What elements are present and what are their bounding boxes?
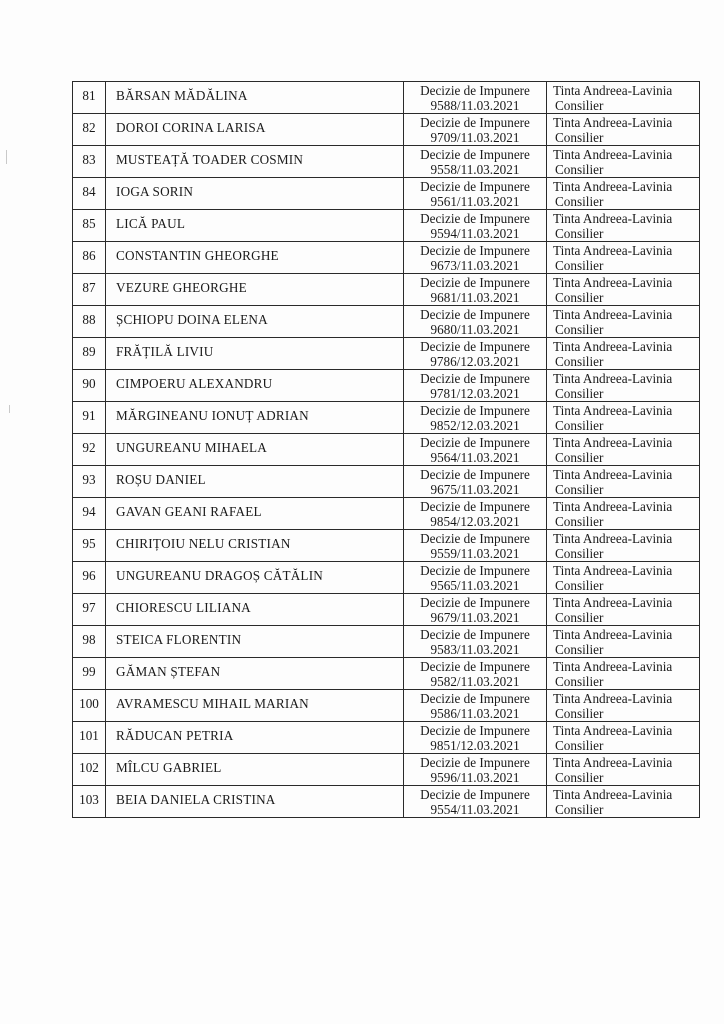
table-row [73,786,700,818]
row-number: 98 [73,626,106,658]
decision-reference: 9594/11.03.2021 [430,226,520,241]
decision-type: Decizie de Impunere [420,499,530,514]
decision-type: Decizie de Impunere [420,179,530,194]
official-role: Consilier [555,674,604,689]
taxpayer-name: STEICA FLORENTIN [106,626,404,658]
official-cell [547,274,700,306]
official-name: Tinta Andreea-Lavinia [553,531,673,546]
taxpayer-name: RĂDUCAN PETRIA [106,722,404,754]
row-number: 88 [73,306,106,338]
row-number: 92 [73,434,106,466]
decision-type: Decizie de Impunere [420,371,530,386]
taxpayer-name: LICĂ PAUL [106,210,404,242]
official-role: Consilier [555,546,604,561]
official-name: Tinta Andreea-Lavinia [553,179,673,194]
decision-type: Decizie de Impunere [420,723,530,738]
taxpayer-name: CHIRIȚOIU NELU CRISTIAN [106,530,404,562]
official-name: Tinta Andreea-Lavinia [553,467,673,482]
decision-reference: 9854/12.03.2021 [430,514,520,529]
official-role: Consilier [555,482,604,497]
table-row [73,722,700,754]
official-role: Consilier [555,354,604,369]
decision-reference: 9561/11.03.2021 [430,194,520,209]
table-row [73,658,700,690]
decision-reference: 9588/11.03.2021 [430,98,520,113]
decision-reference: 9681/11.03.2021 [430,290,520,305]
row-number: 96 [73,562,106,594]
taxpayer-name: ȘCHIOPU DOINA ELENA [106,306,404,338]
official-role: Consilier [555,162,604,177]
decisions-table-body [73,82,700,818]
decisions-table [72,81,700,818]
taxpayer-name: UNGUREANU MIHAELA [106,434,404,466]
row-number: 94 [73,498,106,530]
official-name: Tinta Andreea-Lavinia [553,787,673,802]
taxpayer-name: GAVAN GEANI RAFAEL [106,498,404,530]
decision-type: Decizie de Impunere [420,339,530,354]
official-cell [547,370,700,402]
decision-reference: 9586/11.03.2021 [430,706,520,721]
official-name: Tinta Andreea-Lavinia [553,403,673,418]
decision-reference: 9781/12.03.2021 [430,386,520,401]
official-role: Consilier [555,130,604,145]
official-role: Consilier [555,290,604,305]
official-name: Tinta Andreea-Lavinia [553,627,673,642]
official-name: Tinta Andreea-Lavinia [553,275,673,290]
taxpayer-name: DOROI CORINA LARISA [106,114,404,146]
row-number: 90 [73,370,106,402]
decision-cell [404,722,547,754]
official-cell [547,82,700,114]
table-row [73,82,700,114]
decision-cell [404,626,547,658]
decision-type: Decizie de Impunere [420,563,530,578]
official-name: Tinta Andreea-Lavinia [553,211,673,226]
decision-cell [404,370,547,402]
taxpayer-name: CIMPOERU ALEXANDRU [106,370,404,402]
official-role: Consilier [555,738,604,753]
official-role: Consilier [555,226,604,241]
official-name: Tinta Andreea-Lavinia [553,371,673,386]
official-cell [547,210,700,242]
official-cell [547,690,700,722]
table-row [73,562,700,594]
table-row [73,242,700,274]
taxpayer-name: UNGUREANU DRAGOȘ CĂTĂLIN [106,562,404,594]
table-row [73,530,700,562]
decision-reference: 9852/12.03.2021 [430,418,520,433]
official-cell [547,562,700,594]
official-name: Tinta Andreea-Lavinia [553,83,673,98]
official-name: Tinta Andreea-Lavinia [553,691,673,706]
decision-type: Decizie de Impunere [420,627,530,642]
decision-type: Decizie de Impunere [420,659,530,674]
taxpayer-name: GĂMAN ȘTEFAN [106,658,404,690]
row-number: 84 [73,178,106,210]
official-role: Consilier [555,450,604,465]
taxpayer-name: MUSTEAȚĂ TOADER COSMIN [106,146,404,178]
table-row [73,690,700,722]
decision-reference: 9673/11.03.2021 [430,258,520,273]
table-row [73,338,700,370]
official-role: Consilier [555,610,604,625]
taxpayer-name: FRĂȚILĂ LIVIU [106,338,404,370]
taxpayer-name: ROȘU DANIEL [106,466,404,498]
decision-type: Decizie de Impunere [420,467,530,482]
row-number: 81 [73,82,106,114]
row-number: 89 [73,338,106,370]
table-row [73,178,700,210]
decision-cell [404,114,547,146]
table-row [73,370,700,402]
decision-reference: 9679/11.03.2021 [430,610,520,625]
official-name: Tinta Andreea-Lavinia [553,147,673,162]
official-cell [547,594,700,626]
decision-reference: 9709/11.03.2021 [430,130,520,145]
official-cell [547,626,700,658]
official-name: Tinta Andreea-Lavinia [553,499,673,514]
official-role: Consilier [555,98,604,113]
decision-type: Decizie de Impunere [420,531,530,546]
row-number: 100 [73,690,106,722]
row-number: 91 [73,402,106,434]
taxpayer-name: CONSTANTIN GHEORGHE [106,242,404,274]
table-row [73,402,700,434]
official-name: Tinta Andreea-Lavinia [553,339,673,354]
official-cell [547,146,700,178]
decision-type: Decizie de Impunere [420,115,530,130]
official-role: Consilier [555,386,604,401]
scan-artifact [9,405,10,413]
official-role: Consilier [555,770,604,785]
official-cell [547,786,700,818]
official-cell [547,466,700,498]
official-cell [547,338,700,370]
official-cell [547,754,700,786]
table-row [73,146,700,178]
decision-type: Decizie de Impunere [420,435,530,450]
row-number: 86 [73,242,106,274]
decision-reference: 9596/11.03.2021 [430,770,520,785]
official-role: Consilier [555,418,604,433]
official-name: Tinta Andreea-Lavinia [553,115,673,130]
decision-cell [404,178,547,210]
decision-reference: 9559/11.03.2021 [430,546,520,561]
decision-cell [404,562,547,594]
decision-reference: 9558/11.03.2021 [430,162,520,177]
decision-cell [404,594,547,626]
table-row [73,306,700,338]
row-number: 97 [73,594,106,626]
table-row [73,114,700,146]
decision-reference: 9564/11.03.2021 [430,450,520,465]
row-number: 95 [73,530,106,562]
decision-type: Decizie de Impunere [420,595,530,610]
decision-type: Decizie de Impunere [420,83,530,98]
decision-type: Decizie de Impunere [420,275,530,290]
taxpayer-name: VEZURE GHEORGHE [106,274,404,306]
official-role: Consilier [555,258,604,273]
taxpayer-name: BĂRSAN MĂDĂLINA [106,82,404,114]
row-number: 99 [73,658,106,690]
table-row [73,434,700,466]
official-name: Tinta Andreea-Lavinia [553,243,673,258]
decision-cell [404,210,547,242]
official-name: Tinta Andreea-Lavinia [553,595,673,610]
decision-cell [404,306,547,338]
decision-cell [404,754,547,786]
decision-type: Decizie de Impunere [420,403,530,418]
taxpayer-name: AVRAMESCU MIHAIL MARIAN [106,690,404,722]
official-cell [547,498,700,530]
row-number: 103 [73,786,106,818]
table-row [73,594,700,626]
table-row [73,498,700,530]
scan-artifact [6,150,7,164]
table-row [73,466,700,498]
official-role: Consilier [555,802,604,817]
official-cell [547,178,700,210]
decision-cell [404,786,547,818]
official-role: Consilier [555,514,604,529]
decision-cell [404,402,547,434]
table-row [73,210,700,242]
official-name: Tinta Andreea-Lavinia [553,755,673,770]
decision-type: Decizie de Impunere [420,755,530,770]
decision-cell [404,498,547,530]
decision-reference: 9786/12.03.2021 [430,354,520,369]
decision-reference: 9680/11.03.2021 [430,322,520,337]
decision-cell [404,658,547,690]
official-role: Consilier [555,642,604,657]
official-cell [547,434,700,466]
decision-cell [404,690,547,722]
table-row [73,754,700,786]
official-cell [547,402,700,434]
official-cell [547,306,700,338]
taxpayer-name: MÎLCU GABRIEL [106,754,404,786]
official-cell [547,722,700,754]
decision-reference: 9851/12.03.2021 [430,738,520,753]
row-number: 101 [73,722,106,754]
official-name: Tinta Andreea-Lavinia [553,307,673,322]
official-cell [547,114,700,146]
official-cell [547,242,700,274]
decision-cell [404,82,547,114]
row-number: 102 [73,754,106,786]
decision-reference: 9565/11.03.2021 [430,578,520,593]
official-role: Consilier [555,194,604,209]
row-number: 93 [73,466,106,498]
official-name: Tinta Andreea-Lavinia [553,435,673,450]
decision-reference: 9675/11.03.2021 [430,482,520,497]
row-number: 83 [73,146,106,178]
decision-type: Decizie de Impunere [420,211,530,226]
row-number: 85 [73,210,106,242]
decision-cell [404,434,547,466]
decision-reference: 9582/11.03.2021 [430,674,520,689]
official-name: Tinta Andreea-Lavinia [553,659,673,674]
decision-cell [404,146,547,178]
decision-type: Decizie de Impunere [420,147,530,162]
official-role: Consilier [555,706,604,721]
decision-cell [404,338,547,370]
decision-cell [404,466,547,498]
taxpayer-name: BEIA DANIELA CRISTINA [106,786,404,818]
decision-type: Decizie de Impunere [420,691,530,706]
official-name: Tinta Andreea-Lavinia [553,563,673,578]
decision-type: Decizie de Impunere [420,787,530,802]
table-row [73,274,700,306]
official-name: Tinta Andreea-Lavinia [553,723,673,738]
decision-cell [404,530,547,562]
taxpayer-name: MĂRGINEANU IONUȚ ADRIAN [106,402,404,434]
decision-type: Decizie de Impunere [420,307,530,322]
official-role: Consilier [555,322,604,337]
row-number: 87 [73,274,106,306]
row-number: 82 [73,114,106,146]
official-cell [547,658,700,690]
official-role: Consilier [555,578,604,593]
taxpayer-name: IOGA SORIN [106,178,404,210]
taxpayer-name: CHIORESCU LILIANA [106,594,404,626]
decision-reference: 9583/11.03.2021 [430,642,520,657]
decision-cell [404,274,547,306]
table-row [73,626,700,658]
official-cell [547,530,700,562]
decision-type: Decizie de Impunere [420,243,530,258]
decision-reference: 9554/11.03.2021 [430,802,520,817]
decision-cell [404,242,547,274]
